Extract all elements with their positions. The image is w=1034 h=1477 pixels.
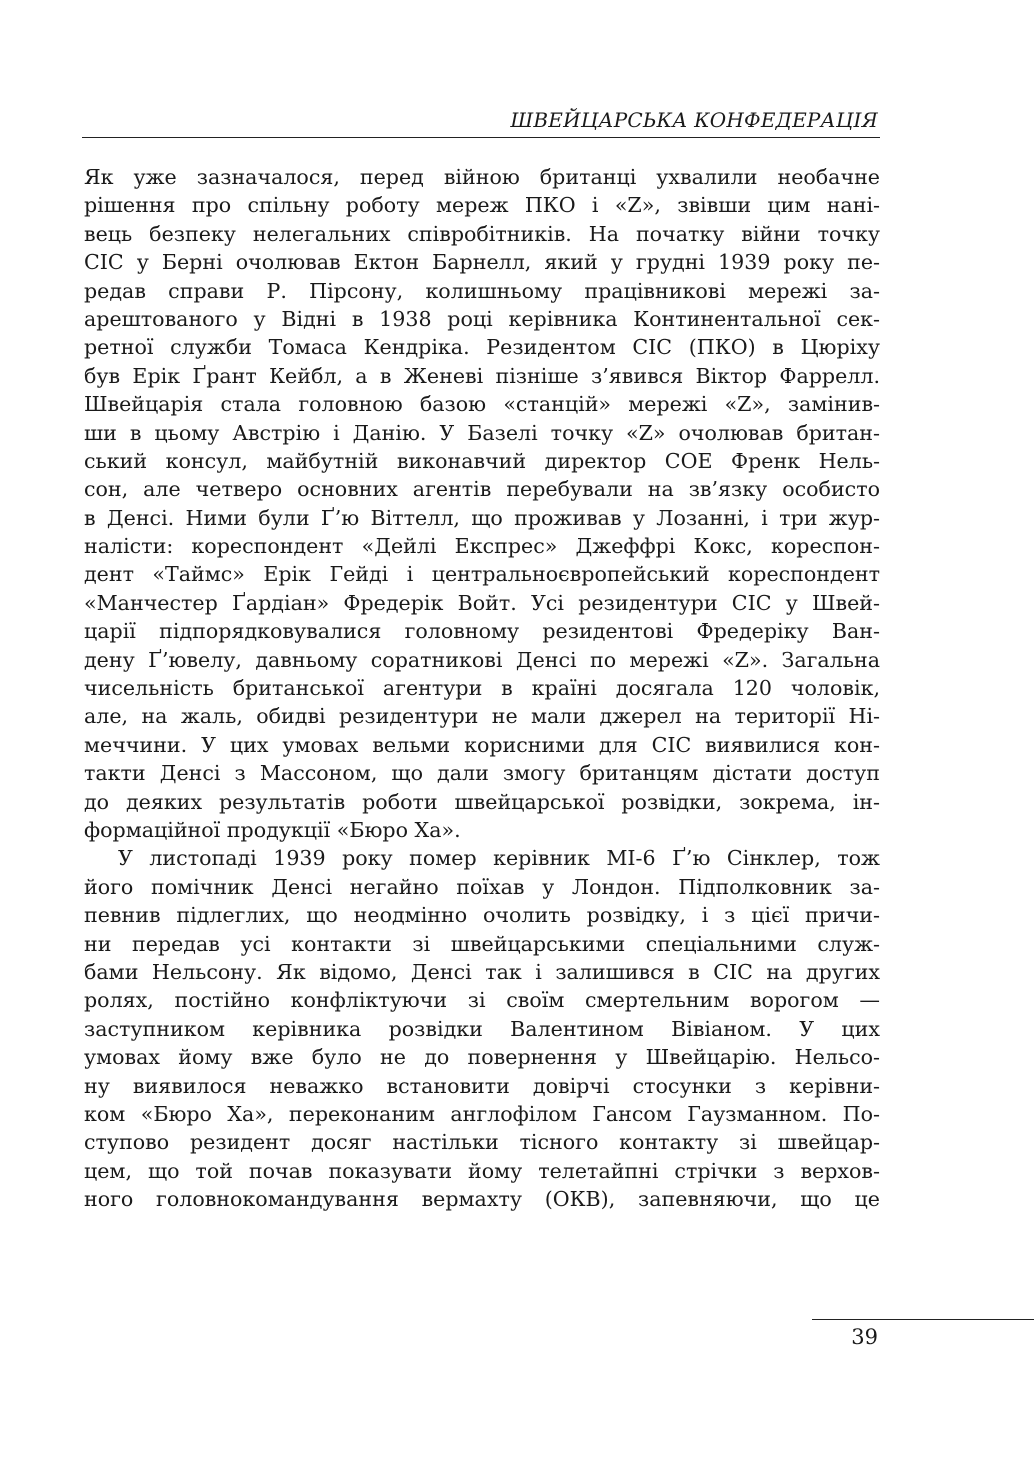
text-line: дент «Таймс» Ерік Гейді і центральноєвропейський кореспондент (84, 562, 880, 587)
text-line: в Денсі. Ними були Ґ’ю Віттелл, що проживав у Лозанні, і три жур- (84, 505, 880, 530)
text-line: ну виявилося неважко встановити довірчі стосунки з керівни- (84, 1073, 880, 1098)
text-line: арештованого у Відні в 1938 році керівника Континентальної сек- (84, 306, 880, 331)
text-line: ретної служби Томаса Кендріка. Резидентом СІС (ПКО) в Цюріху (84, 335, 880, 360)
text-line: чисельність британської агентури в країні досягала 120 чоловік, (84, 676, 880, 701)
text-line: редав справи Р. Пірсону, колишньому працівникові мережі за- (84, 278, 880, 303)
footer-rule (812, 1319, 1034, 1320)
text-line: його помічник Денсі негайно поїхав у Лондон. Підполковник за- (84, 874, 880, 899)
text-line: формаційної продукції «Бюро Ха». (84, 817, 461, 842)
text-line: сон, але четверо основних агентів перебували на зв’язку особисто (84, 477, 880, 502)
text-line: ський консул, майбутній виконавчий директор СОЕ Френк Нель- (84, 448, 880, 473)
text-line: заступником керівника розвідки Валентином Вівіаном. У цих (84, 1016, 880, 1041)
text-line: ролях, постійно конфліктуючи зі своїм смертельним ворогом — (84, 988, 880, 1013)
text-line: налісти: кореспондент «Дейлі Експрес» Джеффрі Кокс, кореспон- (84, 534, 880, 559)
paragraph (84, 844, 880, 1213)
text-line: дену Ґ’ювелу, давньому соратникові Денсі по мережі «Z». Загальна (84, 647, 880, 672)
running-header: ШВЕЙЦАРСЬКА КОНФЕДЕРАЦІЯ (510, 108, 878, 132)
text-line: певнив підлеглих, що неодмінно очолить розвідку, і з цієї причи- (84, 903, 880, 928)
text-line: ного головнокомандування вермахту (ОКВ), запевняючи, що це (84, 1187, 880, 1212)
text-line: був Ерік Ґрант Кейбл, а в Женеві пізніше з’явився Віктор Фаррелл. (84, 363, 880, 388)
text-line: вець безпеку нелегальних співробітників. На початку війни точку (84, 221, 880, 246)
text-line: такти Денсі з Массоном, що дали змогу британцям дістати доступ (84, 761, 880, 786)
text-line: царії підпорядковувалися головному резидентові Фредеріку Ван- (84, 619, 880, 644)
text-line: СІС у Берні очолював Ектон Барнелл, який у грудні 1939 року пе- (84, 250, 880, 275)
text-line: ступово резидент досяг настільки тісного контакту зі швейцар- (84, 1130, 880, 1155)
text-line: «Манчестер Ґардіан» Фредерік Войт. Усі резидентури СІС у Швей- (84, 590, 880, 615)
page-number: 39 (851, 1325, 878, 1349)
text-line: меччини. У цих умовах вельми корисними для СІС виявилися кон- (84, 732, 880, 757)
paragraph (84, 163, 880, 844)
text-line: У листопаді 1939 року помер керівник МІ-6 Ґ’ю Сінклер, тож (118, 846, 880, 871)
body-text (84, 163, 880, 1213)
text-line: ком «Бюро Ха», переконаним англофілом Гансом Гаузманном. По- (84, 1101, 880, 1126)
text-line: але, на жаль, обидві резидентури не мали джерел на території Ні- (84, 704, 880, 729)
text-line: умовах йому вже було не до повернення у Швейцарію. Нельсо- (84, 1045, 880, 1070)
text-line: ни передав усі контакти зі швейцарськими спеціальними служ- (84, 931, 880, 956)
text-line: Швейцарія стала головною базою «станцій» мережі «Z», замінив- (84, 392, 880, 417)
text-line: бами Нельсону. Як відомо, Денсі так і залишився в СІС на других (84, 959, 880, 984)
header-rule (82, 137, 880, 138)
text-line: до деяких результатів роботи швейцарської розвідки, зокрема, ін- (84, 789, 880, 814)
text-line: ши в цьому Австрію і Данію. У Базелі точку «Z» очолював британ- (84, 420, 880, 445)
text-line: Як уже зазначалося, перед війною британці ухвалили необачне (84, 165, 880, 189)
text-line: цем, що той почав показувати йому телетайпні стрічки з верхов- (84, 1158, 880, 1183)
text-line: рішення про спільну роботу мереж ПКО і «Z», звівши цим нані- (84, 193, 880, 218)
